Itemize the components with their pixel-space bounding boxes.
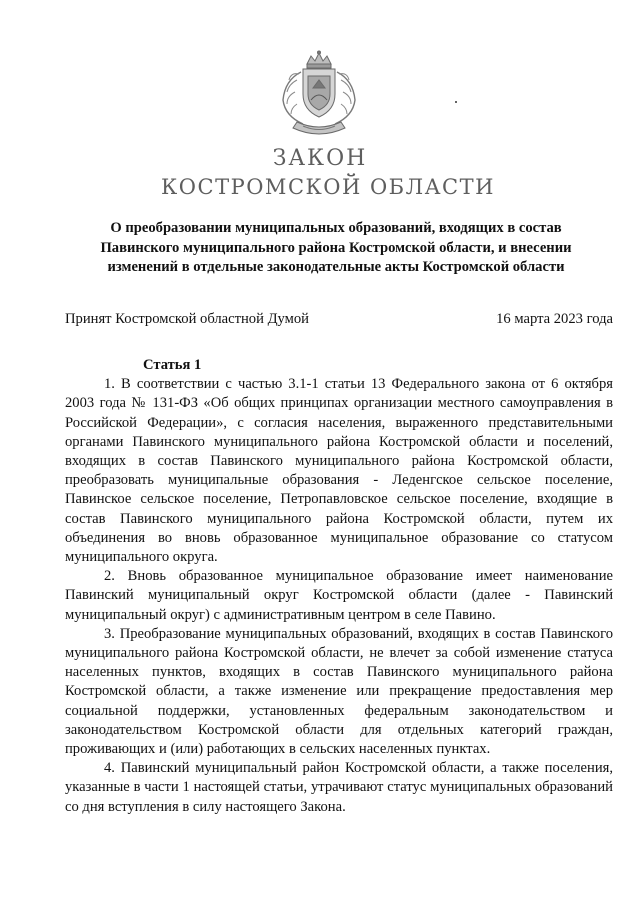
adoption-date: 16 марта 2023 года bbox=[496, 311, 613, 327]
scan-speck bbox=[455, 101, 457, 103]
article-paragraph: 3. Преобразование муниципальных образований, входящих в состав Павинского муниципального района Костромской области, не влечет за собой изменение статуса населенных пунктов, входящих в состав Павинского муниципального района Костромской области, а также изменение или прекращение предоставления мер социальной поддержки, установленных федеральным законодательством и законодательством Костромской области для отдельных категорий граждан, проживающих и (или) работающих в сельских населенных пунктах. bbox=[65, 625, 613, 758]
region-heading: КОСТРОМСКОЙ ОБЛАСТИ bbox=[161, 175, 495, 199]
article-1 bbox=[65, 356, 613, 817]
article-paragraph: 1. В соответствии с частью 3.1-1 статьи 13 Федерального закона от 6 октября 2003 года № 131-ФЗ «Об общих принципах организации местного самоуправления в Российской Федерации», с согласия населения, выраженного представительными органами Павинского муниципального района Костромской области и поселений, входящих в состав Павинского муниципального района Костромской области, преобразовать муниципальные образования - Леденгское сельское поселение, Павинское сельское поселение, Петропавловское сельское поселение, входящие в состав Павинского муниципального района Костромской области, путем их объединения во вновь образованное муниципальное образование со статусом муниципального округа. bbox=[65, 376, 613, 566]
article-paragraph: 2. Вновь образованное муниципальное образование имеет наименование Павинский муниципальный округ Костромской области (далее - Павинский муниципальный округ) с административным центром в селе Павино. bbox=[65, 568, 613, 623]
law-heading: ЗАКОН bbox=[272, 146, 368, 171]
adopted-by: Принят Костромской областной Думой bbox=[65, 311, 309, 327]
coat-of-arms-icon bbox=[273, 50, 365, 140]
article-paragraph: 4. Павинский муниципальный район Костромской области, а также поселения, указанные в части 1 настоящей статьи, утрачивают статус муниципальных образований со дня вступления в силу настоящего Закона. bbox=[65, 760, 613, 815]
document-title: О преобразовании муниципальных образований, входящих в состав Павинского муниципального района Костромской области, и внесении изменений в отдельные законодательные акты Костромской области bbox=[100, 220, 572, 275]
adoption-line bbox=[65, 310, 613, 329]
article-heading: Статья 1 bbox=[143, 357, 202, 373]
